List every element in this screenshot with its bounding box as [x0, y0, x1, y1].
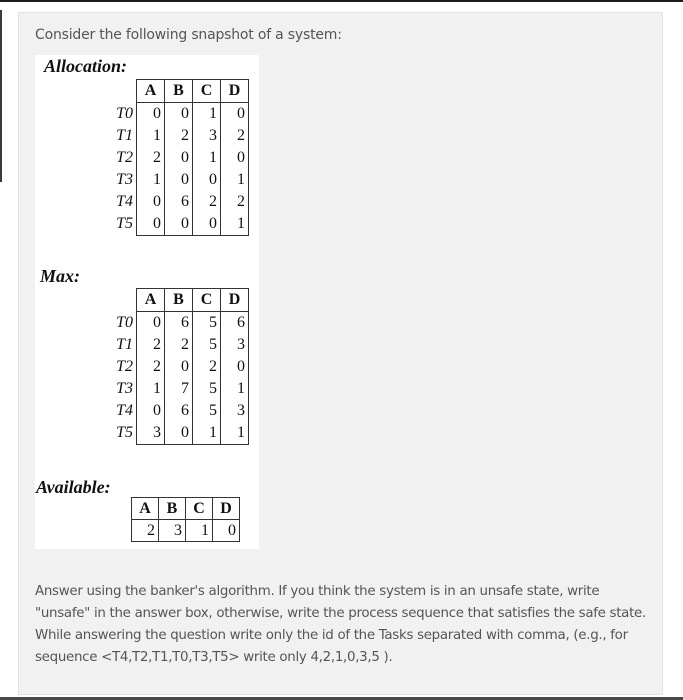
- cell: 1: [221, 422, 249, 445]
- table-row: [107, 422, 249, 445]
- row-label: T3: [116, 171, 133, 188]
- row-label: T5: [116, 215, 133, 233]
- row-label: T4: [116, 402, 133, 419]
- snapshot-image: [35, 55, 259, 549]
- row-label: T1: [116, 127, 133, 144]
- cell: 3: [193, 125, 221, 147]
- cell: 6: [221, 312, 249, 335]
- cell: 3: [159, 520, 186, 542]
- allocation-col-b: B: [165, 80, 193, 103]
- allocation-label: Allocation:: [44, 56, 128, 76]
- allocation-table: [107, 79, 249, 236]
- row-label: T0: [116, 313, 133, 331]
- cell: 0: [165, 169, 193, 191]
- cell: 1: [137, 169, 165, 191]
- cell: 1: [193, 147, 221, 169]
- top-border: [0, 0, 683, 2]
- row-label: T1: [116, 336, 133, 353]
- cell: 0: [137, 312, 165, 335]
- cell: 0: [165, 356, 193, 378]
- max-col-a: A: [137, 289, 165, 312]
- row-label: T5: [116, 424, 133, 442]
- cell: 1: [221, 213, 249, 236]
- table-row: [107, 125, 249, 147]
- cell: 0: [221, 103, 249, 126]
- cell: 0: [165, 422, 193, 445]
- available-label: Available:: [36, 477, 111, 497]
- available-col-c: C: [186, 498, 213, 520]
- cell: 2: [165, 334, 193, 356]
- table-row: [132, 520, 240, 542]
- question-intro: Consider the following snapshot of a system:: [35, 27, 342, 43]
- cell: 6: [165, 400, 193, 422]
- left-edge: [0, 10, 2, 182]
- available-col-a: A: [132, 498, 159, 520]
- allocation-col-a: A: [137, 80, 165, 103]
- cell: 0: [137, 103, 165, 126]
- row-label: T2: [116, 149, 133, 166]
- table-row: [107, 191, 249, 213]
- cell: 0: [165, 213, 193, 236]
- table-row: [107, 312, 249, 335]
- cell: 2: [165, 125, 193, 147]
- max-col-d: D: [221, 289, 249, 312]
- table-row: [107, 378, 249, 400]
- cell: 5: [193, 312, 221, 335]
- max-col-b: B: [165, 289, 193, 312]
- table-row: [107, 356, 249, 378]
- answer-instructions: [35, 581, 650, 669]
- cell: 1: [137, 125, 165, 147]
- cell: 1: [193, 422, 221, 445]
- cell: 0: [221, 147, 249, 169]
- cell: 0: [193, 213, 221, 236]
- cell: 0: [137, 191, 165, 213]
- max-label: Max:: [40, 266, 80, 286]
- cell: 3: [221, 400, 249, 422]
- cell: 1: [221, 169, 249, 191]
- table-row: [107, 400, 249, 422]
- table-row: [107, 334, 249, 356]
- cell: 3: [221, 334, 249, 356]
- row-label: T3: [116, 380, 133, 397]
- table-row: [107, 169, 249, 191]
- row-label: T0: [116, 104, 133, 122]
- cell: 2: [137, 356, 165, 378]
- cell: 1: [221, 378, 249, 400]
- cell: 2: [221, 125, 249, 147]
- table-row: [107, 147, 249, 169]
- cell: 6: [165, 191, 193, 213]
- cell: 5: [193, 378, 221, 400]
- row-label: T4: [116, 193, 133, 210]
- cell: 2: [193, 191, 221, 213]
- cell: 1: [137, 378, 165, 400]
- cell: 0: [165, 147, 193, 169]
- instruction-line: "unsafe" in the answer box, otherwise, write the process sequence that satisfies the safe state.: [35, 606, 646, 621]
- cell: 5: [193, 334, 221, 356]
- cell: 0: [137, 213, 165, 236]
- cell: 2: [221, 191, 249, 213]
- table-row: [107, 103, 249, 126]
- cell: 2: [137, 334, 165, 356]
- cell: 0: [165, 103, 193, 126]
- cell: 2: [137, 147, 165, 169]
- cell: 3: [137, 422, 165, 445]
- cell: 7: [165, 378, 193, 400]
- cell: 2: [132, 520, 159, 542]
- available-table: [131, 497, 240, 542]
- row-label: T2: [116, 358, 133, 375]
- cell: 6: [165, 312, 193, 335]
- cell: 5: [193, 400, 221, 422]
- max-table: [107, 288, 249, 445]
- cell: 0: [137, 400, 165, 422]
- allocation-col-c: C: [193, 80, 221, 103]
- instruction-line: While answering the question write only the id of the Tasks separated with comma, (e.g., for: [35, 628, 628, 643]
- instruction-line: Answer using the banker's algorithm. If you think the system is in an unsafe state, write: [35, 584, 600, 599]
- max-col-c: C: [193, 289, 221, 312]
- table-row: [107, 213, 249, 236]
- cell: 2: [193, 356, 221, 378]
- cell: 1: [186, 520, 213, 542]
- instruction-line: sequence <T4,T2,T1,T0,T3,T5> write only 4,2,1,0,3,5 ).: [35, 650, 393, 665]
- cell: 0: [213, 520, 240, 542]
- allocation-col-d: D: [221, 80, 249, 103]
- cell: 0: [193, 169, 221, 191]
- available-col-d: D: [213, 498, 240, 520]
- cell: 1: [193, 103, 221, 126]
- available-col-b: B: [159, 498, 186, 520]
- cell: 0: [221, 356, 249, 378]
